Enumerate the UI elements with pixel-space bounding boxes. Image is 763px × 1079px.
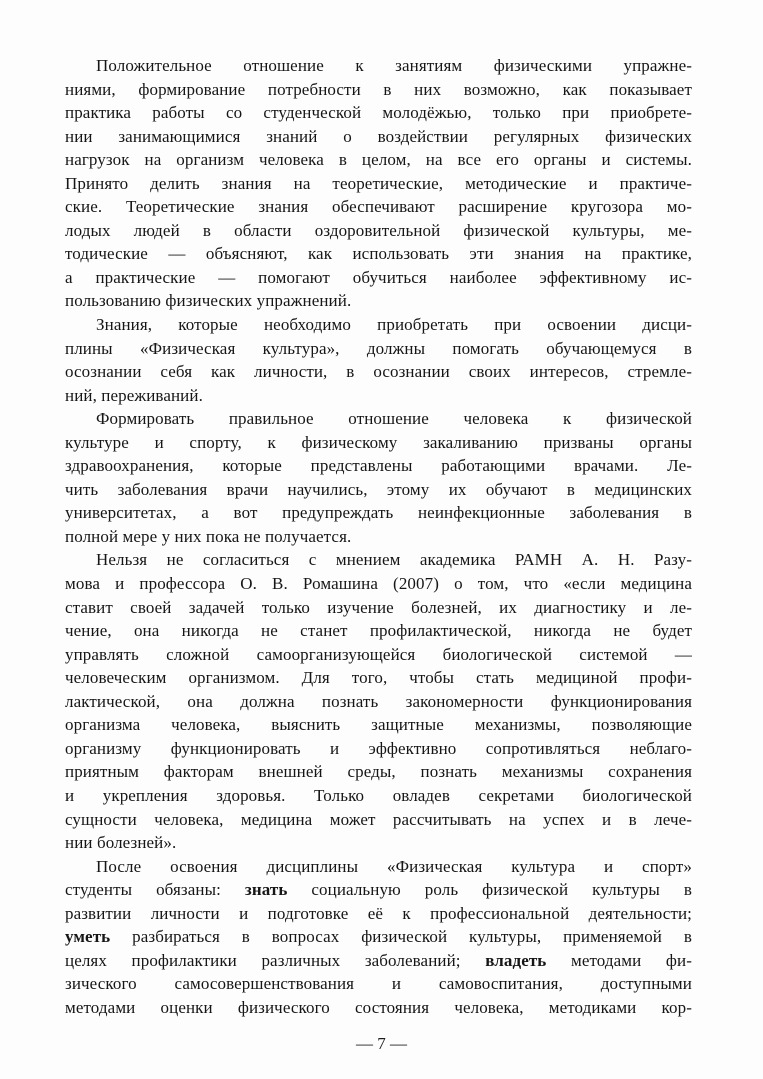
paragraph (65, 407, 692, 548)
text-line: плины «Физическая культура», должны помогать обучающемуся в (65, 338, 692, 358)
text-line: нагрузок на организм человека в целом, на все его органы и системы. (65, 150, 692, 170)
text-line: университетах, а вот предупреждать неинфекционные заболевания в (65, 503, 692, 523)
text-line: Положительное отношение к занятиям физическими упражне- (96, 56, 692, 75)
text-line: уметь разбираться в вопросах физической культуры, применяемой в (65, 927, 692, 947)
paragraph (65, 548, 692, 854)
text-line: осознании себя как личности, в осознании своих интересов, стремле- (65, 362, 692, 382)
page-body-text (65, 54, 692, 1019)
text-line: ний, переживаний. (65, 385, 203, 405)
text-line: студенты обязаны: знать социальную роль физической культуры в (65, 880, 692, 900)
page-number: — 7 — (356, 1034, 407, 1053)
text-line: Знания, которые необходимо приобретать при освоении дисци- (96, 315, 692, 335)
text-line: целях профилактики различных заболеваний; владеть методами фи- (65, 950, 692, 970)
text-line: ниями, формирование потребности в них возможно, как показывает (65, 79, 692, 99)
text-line: зического самосовершенствования и самовоспитания, доступными (65, 974, 692, 994)
text-line: Нельзя не согласиться с мнением академика РАМН А. Н. Разу- (96, 550, 692, 570)
text-line: нии болезней». (65, 833, 177, 853)
paragraph (65, 54, 692, 313)
text-line: пользованию физических упражнений. (65, 291, 352, 311)
text-line: методами оценки физического состояния человека, методиками кор- (65, 997, 692, 1017)
text-line: лактической, она должна познать закономерности функционирования (65, 691, 692, 711)
text-line: а практические — помогают обучиться наиболее эффективному ис- (65, 267, 692, 287)
text-line: культуре и спорту, к физическому закаливанию призваны органы (65, 432, 692, 452)
text-line: управлять сложной самоорганизующейся биологической системой — (65, 644, 692, 664)
text-line: чить заболевания врачи научились, этому их обучают в медицинских (65, 479, 692, 499)
text-line: человеческим организмом. Для того, чтобы стать медициной профи- (65, 668, 692, 688)
text-line: и укрепления здоровья. Только овладев секретами биологической (65, 785, 692, 805)
text-line: приятным факторам внешней среды, познать механизмы сохранения (65, 762, 692, 782)
text-line: После освоения дисциплины «Физическая культура и спорт» (96, 856, 692, 876)
text-line: Принято делить знания на теоретические, методические и практиче- (65, 173, 692, 193)
text-line: организма человека, выяснить защитные механизмы, позволяющие (65, 715, 692, 735)
text-line: развитии личности и подготовке её к профессиональной деятельности; (65, 903, 692, 923)
text-line: ские. Теоретические знания обеспечивают расширение кругозора мо- (65, 197, 692, 217)
text-line: мова и профессора О. В. Ромашина (2007) о том, что «если медицина (65, 574, 692, 594)
text-line: нии занимающимися знаний о воздействии регулярных физических (65, 126, 692, 146)
text-line: здравоохранения, которые представлены работающими врачами. Ле- (65, 456, 692, 476)
paragraph (65, 855, 692, 1020)
text-line: чение, она никогда не станет профилактической, никогда не будет (65, 621, 692, 641)
text-line: практика работы со студенческой молодёжью, только при приобрете- (65, 103, 692, 123)
text-line: организму функционировать и эффективно сопротивляться неблаго- (65, 738, 692, 758)
text-line: лодых людей в области оздоровительной физической культуры, ме- (65, 220, 692, 240)
text-line: ставит своей задачей только изучение болезней, их диагностику и ле- (65, 597, 692, 617)
paragraph (65, 313, 692, 407)
text-line: тодические — объясняют, как использовать эти знания на практике, (65, 244, 692, 264)
text-line: Формировать правильное отношение человека к физической (96, 409, 692, 429)
text-line: полной мере у них пока не получается. (65, 526, 352, 546)
text-line: сущности человека, медицина может рассчитывать на успех и в лече- (65, 809, 692, 829)
